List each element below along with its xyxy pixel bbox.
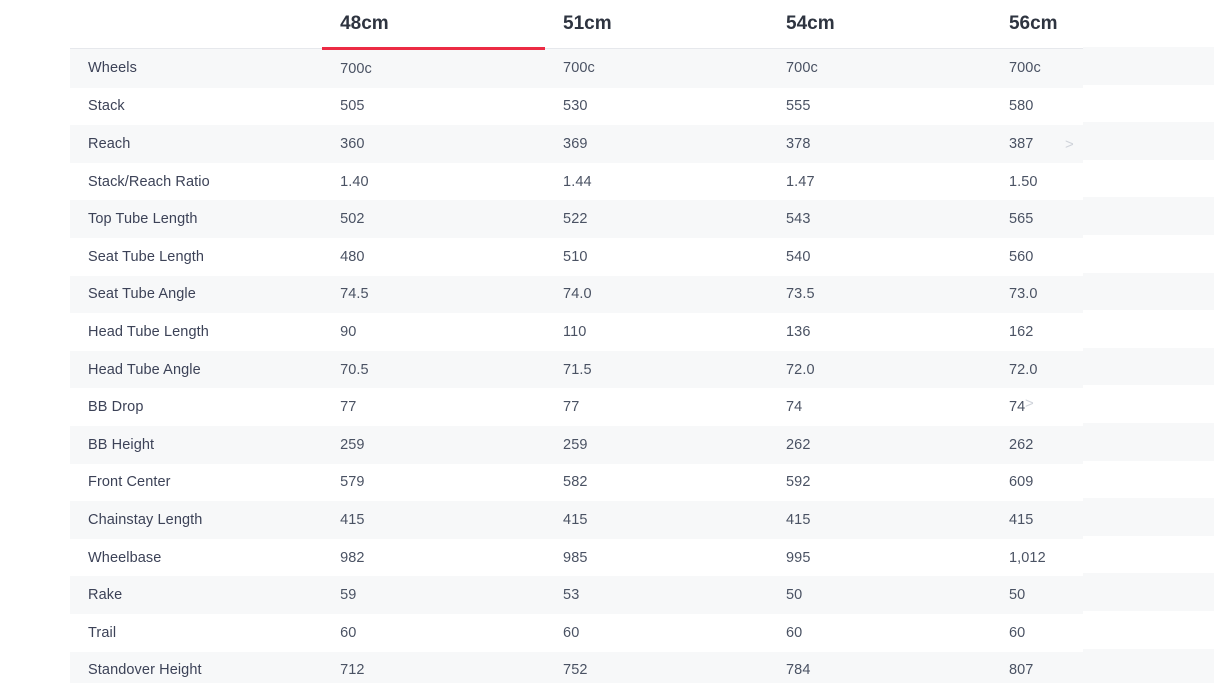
row-label: Head Tube Angle xyxy=(70,351,322,389)
geometry-table xyxy=(70,0,1214,683)
row-value: 162 xyxy=(991,313,1214,351)
row-value: 378 xyxy=(768,125,991,163)
row-label: Seat Tube Angle xyxy=(70,276,322,314)
row-label: Head Tube Length xyxy=(70,313,322,351)
row-label: Chainstay Length xyxy=(70,501,322,539)
row-value: 387 xyxy=(991,125,1214,163)
row-value: 70.5 xyxy=(322,351,545,389)
row-label: Trail xyxy=(70,614,322,652)
row-value: 415 xyxy=(322,501,545,539)
row-label: Standover Height xyxy=(70,652,322,683)
row-value: 712 xyxy=(322,652,545,683)
row-value: 360 xyxy=(322,125,545,163)
table-row xyxy=(70,501,1214,539)
row-value: 522 xyxy=(545,200,768,238)
row-value: 74.0 xyxy=(545,276,768,314)
row-value: 73.0 xyxy=(991,276,1214,314)
row-label: Wheels xyxy=(70,49,322,88)
row-value: 995 xyxy=(768,539,991,577)
row-value: 1.44 xyxy=(545,163,768,201)
column-header-size-54cm[interactable]: 54cm xyxy=(768,0,991,49)
row-label: Reach xyxy=(70,125,322,163)
row-value: 415 xyxy=(545,501,768,539)
row-value: 369 xyxy=(545,125,768,163)
row-value: 77 xyxy=(545,388,768,426)
row-value: 60 xyxy=(768,614,991,652)
row-value: 530 xyxy=(545,88,768,126)
row-value: 700c xyxy=(768,49,991,88)
chevron-right-icon: > xyxy=(1065,136,1074,153)
row-label: BB Drop xyxy=(70,388,322,426)
row-value: 60 xyxy=(322,614,545,652)
row-label: Top Tube Length xyxy=(70,200,322,238)
row-label: Stack/Reach Ratio xyxy=(70,163,322,201)
table-corner-cell xyxy=(70,0,322,49)
table-body xyxy=(70,49,1214,683)
row-value: 592 xyxy=(768,464,991,502)
row-value: 1.40 xyxy=(322,163,545,201)
table-row xyxy=(70,238,1214,276)
row-value: 700c xyxy=(991,49,1214,88)
table-row xyxy=(70,388,1214,426)
row-value: 59 xyxy=(322,576,545,614)
row-value: 543 xyxy=(768,200,991,238)
row-value: 580 xyxy=(991,88,1214,126)
row-value: 262 xyxy=(768,426,991,464)
row-value: 74 xyxy=(768,388,991,426)
row-value: 71.5 xyxy=(545,351,768,389)
table-row xyxy=(70,200,1214,238)
table-row xyxy=(70,576,1214,614)
table-row xyxy=(70,49,1214,88)
row-value: 985 xyxy=(545,539,768,577)
column-header-size-48cm[interactable]: 48cm xyxy=(322,0,545,49)
row-label: Wheelbase xyxy=(70,539,322,577)
row-value: 50 xyxy=(768,576,991,614)
row-value: 1,012 xyxy=(991,539,1214,577)
row-value: 582 xyxy=(545,464,768,502)
table-row xyxy=(70,276,1214,314)
row-value: 579 xyxy=(322,464,545,502)
row-label: Front Center xyxy=(70,464,322,502)
row-label: Rake xyxy=(70,576,322,614)
row-value: 110 xyxy=(545,313,768,351)
row-value: 565 xyxy=(991,200,1214,238)
table-row xyxy=(70,614,1214,652)
row-value: 505 xyxy=(322,88,545,126)
row-value: 752 xyxy=(545,652,768,683)
row-value: 982 xyxy=(322,539,545,577)
row-value: 700c xyxy=(322,49,545,88)
row-value: 72.0 xyxy=(768,351,991,389)
table-row xyxy=(70,163,1214,201)
row-value: 1.50 xyxy=(991,163,1214,201)
row-value: 74.5 xyxy=(322,276,545,314)
column-header-size-56cm[interactable]: 56cm xyxy=(991,0,1214,49)
row-value: 480 xyxy=(322,238,545,276)
table-header xyxy=(70,0,1214,49)
table-row xyxy=(70,351,1214,389)
table-row xyxy=(70,464,1214,502)
row-label: Seat Tube Length xyxy=(70,238,322,276)
row-value: 540 xyxy=(768,238,991,276)
table-row xyxy=(70,88,1214,126)
row-value: 77 xyxy=(322,388,545,426)
row-value: 784 xyxy=(768,652,991,683)
row-value: 700c xyxy=(545,49,768,88)
row-value: 90 xyxy=(322,313,545,351)
table-row xyxy=(70,652,1214,683)
row-value: 53 xyxy=(545,576,768,614)
row-value: 1.47 xyxy=(768,163,991,201)
row-value: 502 xyxy=(322,200,545,238)
row-value: 259 xyxy=(545,426,768,464)
row-value: 555 xyxy=(768,88,991,126)
table-row xyxy=(70,426,1214,464)
row-value: 259 xyxy=(322,426,545,464)
row-value: 262 xyxy=(991,426,1214,464)
row-value: 136 xyxy=(768,313,991,351)
row-label: BB Height xyxy=(70,426,322,464)
row-value: 74 xyxy=(991,388,1214,426)
row-value: 72.0 xyxy=(991,351,1214,389)
row-value: 807 xyxy=(991,652,1214,683)
row-value: 60 xyxy=(991,614,1214,652)
row-value: 415 xyxy=(768,501,991,539)
row-value: 60 xyxy=(545,614,768,652)
table-header-row xyxy=(70,0,1214,49)
row-value: 50 xyxy=(991,576,1214,614)
row-value: 510 xyxy=(545,238,768,276)
row-value: 609 xyxy=(991,464,1214,502)
geometry-table-container xyxy=(70,0,1214,683)
row-value: 73.5 xyxy=(768,276,991,314)
table-row xyxy=(70,539,1214,577)
column-header-size-51cm[interactable]: 51cm xyxy=(545,0,768,49)
chevron-right-icon: > xyxy=(1025,395,1034,412)
table-row xyxy=(70,125,1214,163)
row-value: 560 xyxy=(991,238,1214,276)
row-label: Stack xyxy=(70,88,322,126)
row-value: 415 xyxy=(991,501,1214,539)
table-row xyxy=(70,313,1214,351)
